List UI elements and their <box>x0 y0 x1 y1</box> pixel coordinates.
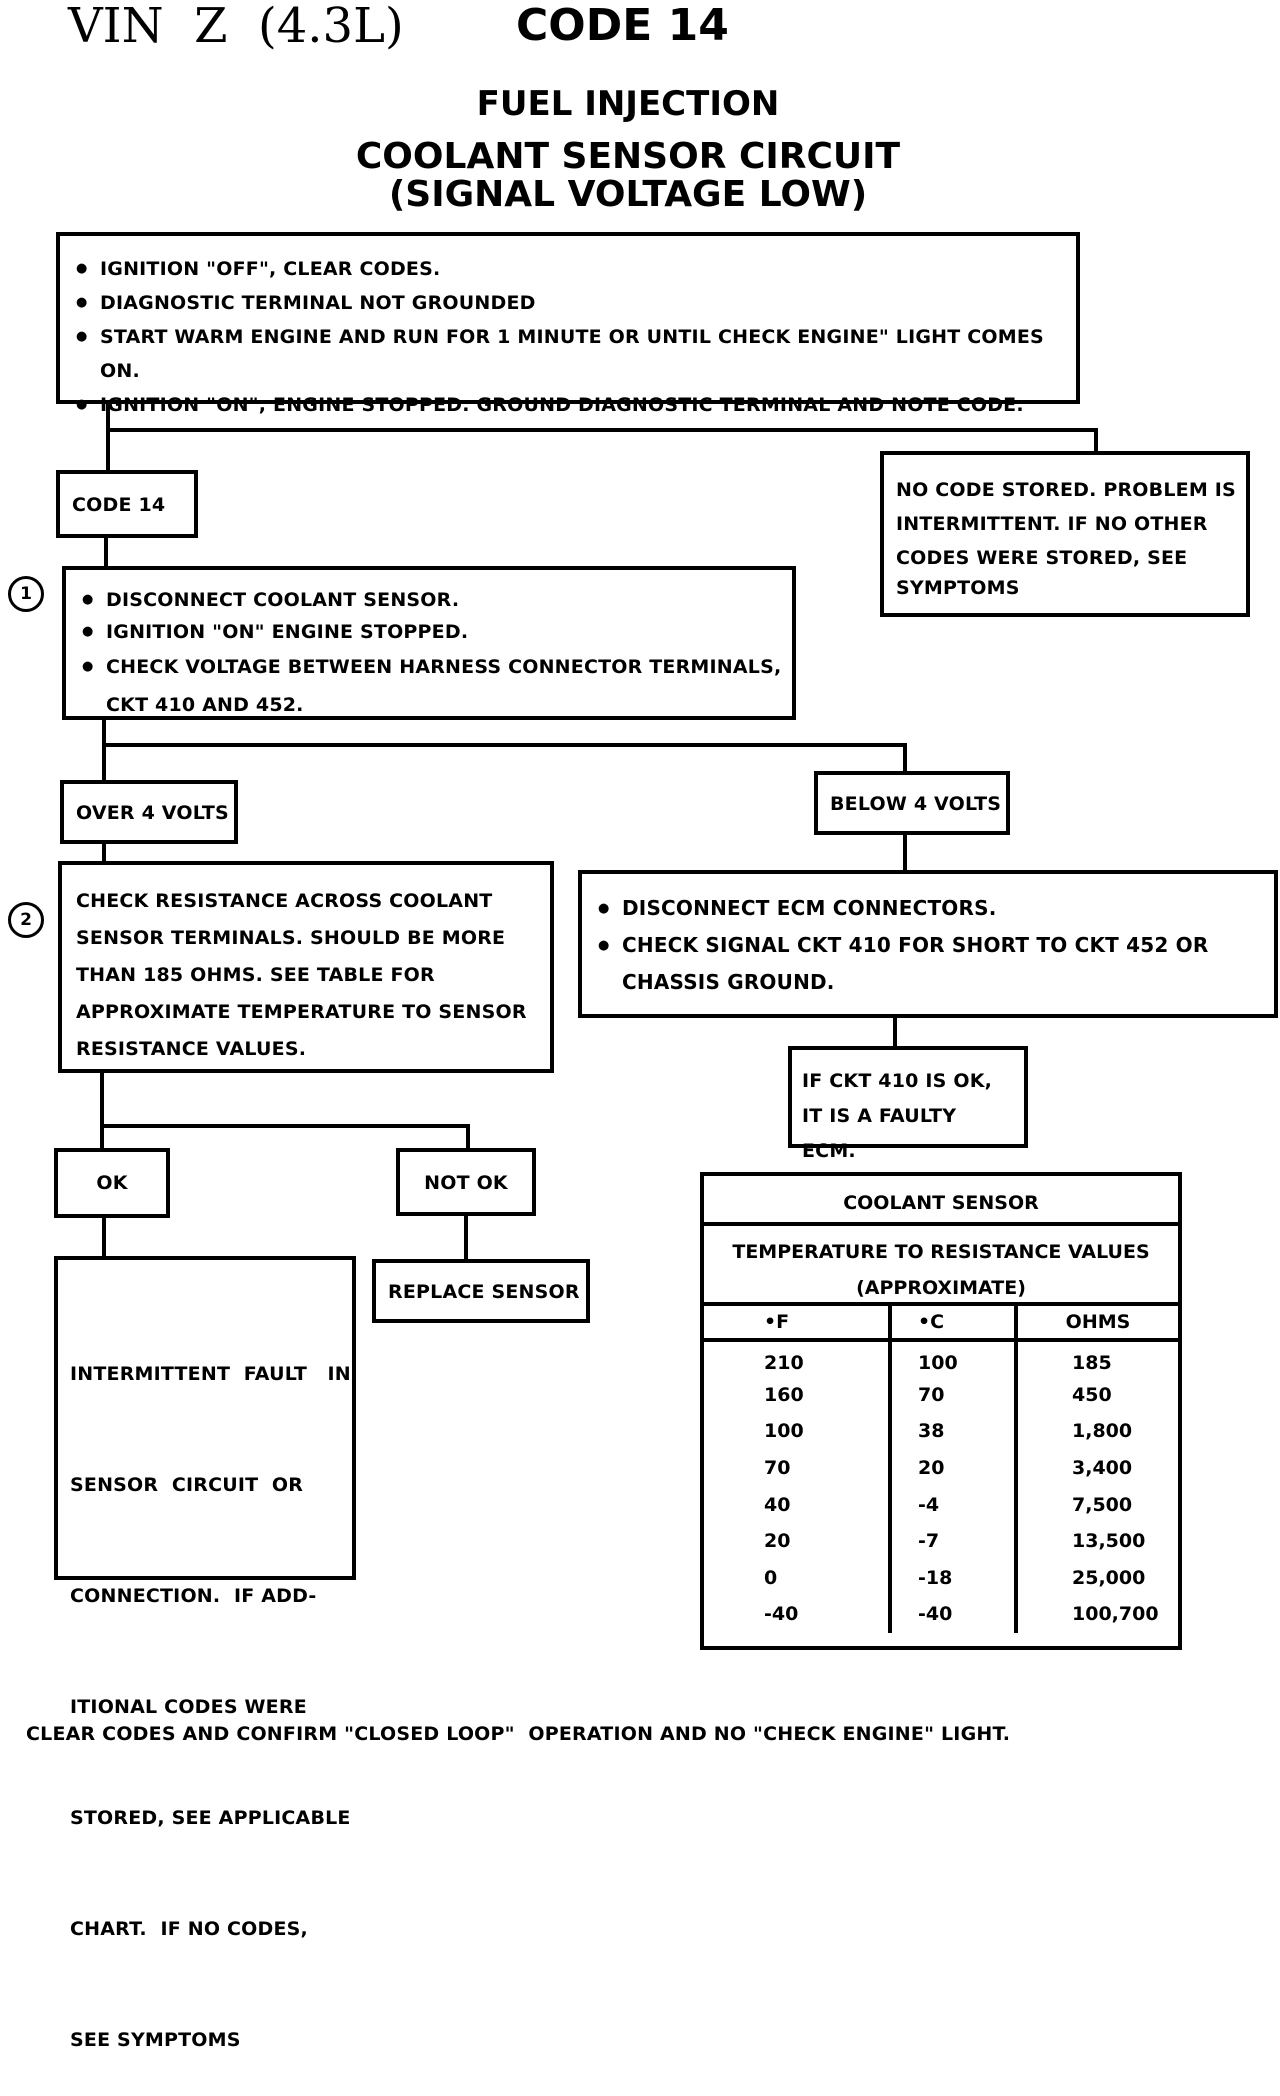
cell-celsius: 20 <box>890 1450 1016 1487</box>
cell-celsius: 100 <box>890 1340 1016 1377</box>
table-subtitle: TEMPERATURE TO RESISTANCE VALUES <box>732 1241 1150 1263</box>
faulty-ecm-line: IT IS A FAULTY ECM. <box>802 1105 957 1162</box>
table-row <box>704 1340 1178 1377</box>
step2-line: RESISTANCE VALUES. <box>76 1038 307 1060</box>
chart-title-line1: COOLANT SENSOR CIRCUIT <box>355 136 901 177</box>
below-4-volts-label: BELOW 4 VOLTS <box>830 793 1002 815</box>
code-title: CODE 14 <box>516 0 729 51</box>
step2-box <box>58 861 554 1073</box>
resistance-table <box>704 1306 1178 1633</box>
cell-celsius: -40 <box>890 1596 1016 1633</box>
cell-ohms: 1,800 <box>1072 1420 1133 1443</box>
column-header-celsius: •C <box>890 1306 1016 1340</box>
intermittent-line: SEE SYMPTOMS <box>70 2029 241 2051</box>
over-4-volts-label: OVER 4 VOLTS <box>76 802 229 824</box>
not-ok-label: NOT OK <box>424 1172 508 1194</box>
table-row <box>704 1596 1178 1633</box>
initial-step-item: ● DIAGNOSTIC TERMINAL NOT GROUNDED <box>70 286 1066 320</box>
cell-celsius: -4 <box>890 1486 1016 1523</box>
intermittent-line: CONNECTION. IF ADD- <box>70 1585 317 1607</box>
step2-line: CHECK RESISTANCE ACROSS COOLANT <box>76 890 493 912</box>
table-row <box>704 1377 1178 1414</box>
step1-item: ● DISCONNECT COOLANT SENSOR. <box>76 584 782 616</box>
step-2-marker: 2 <box>8 902 44 938</box>
cell-fahrenheit: 70 <box>704 1450 890 1487</box>
table-subtitle-approx: (APPROXIMATE) <box>856 1277 1026 1299</box>
cell-fahrenheit: 40 <box>704 1486 890 1523</box>
no-code-line: NO CODE STORED. PROBLEM IS <box>896 479 1236 501</box>
table-row <box>704 1486 1178 1523</box>
fuel-injection-subtitle: FUEL INJECTION <box>476 84 780 124</box>
intermittent-line: STORED, SEE APPLICABLE <box>70 1807 351 1829</box>
cell-fahrenheit: 100 <box>704 1413 890 1450</box>
faulty-ecm-box <box>788 1046 1028 1162</box>
initial-step-item: ● START WARM ENGINE AND RUN FOR 1 MINUTE OR UNTIL CHECK ENGINE" LIGHT COMES ON. <box>70 320 1066 388</box>
initial-steps-box <box>56 232 1080 416</box>
cell-ohms: 3,400 <box>1072 1457 1133 1480</box>
ok-label: OK <box>96 1172 128 1194</box>
table-row <box>704 1560 1178 1597</box>
step1-item: ● CHECK VOLTAGE BETWEEN HARNESS CONNECTOR TERMINALS, CKT 410 AND 452. <box>76 648 782 724</box>
step1-item: ● IGNITION "ON" ENGINE STOPPED. <box>76 616 782 648</box>
no-code-line: CODES WERE STORED, SEE <box>896 547 1188 569</box>
below-4-volts-box <box>814 771 1010 835</box>
intermittent-line: CHART. IF NO CODES, <box>70 1918 308 1940</box>
no-code-line: SYMPTOMS <box>896 577 1020 599</box>
cell-ohms: 185 <box>1072 1351 1112 1374</box>
intermittent-line: INTERMITTENT FAULT IN <box>70 1363 351 1385</box>
no-code-stored-box <box>880 451 1250 617</box>
cell-ohms: 25,000 <box>1072 1566 1146 1589</box>
cell-fahrenheit: 0 <box>704 1560 890 1597</box>
code14-label: CODE 14 <box>72 494 166 516</box>
step1-box <box>62 566 796 720</box>
cell-ohms: 13,500 <box>1072 1530 1146 1553</box>
table-row <box>704 1413 1178 1450</box>
initial-step-item: ● IGNITION "ON", ENGINE STOPPED. GROUND DIAGNOSTIC TERMINAL AND NOTE CODE. <box>70 388 1066 422</box>
cell-celsius: -7 <box>890 1523 1016 1560</box>
over-4-volts-box <box>60 780 238 844</box>
replace-sensor-label: REPLACE SENSOR <box>388 1281 580 1303</box>
coolant-sensor-table <box>700 1172 1182 1650</box>
step2-line: SENSOR TERMINALS. SHOULD BE MORE <box>76 927 506 949</box>
cell-fahrenheit: 20 <box>704 1523 890 1560</box>
intermittent-line: ITIONAL CODES WERE <box>70 1696 307 1718</box>
column-header-fahrenheit: •F <box>704 1306 890 1340</box>
table-row <box>704 1523 1178 1560</box>
step2-line: APPROXIMATE TEMPERATURE TO SENSOR <box>76 1001 527 1023</box>
step2-line: THAN 185 OHMS. SEE TABLE FOR <box>76 964 435 986</box>
faulty-ecm-line: IF CKT 410 IS OK, <box>802 1070 993 1092</box>
cell-fahrenheit: 210 <box>704 1340 890 1377</box>
ok-box <box>54 1148 170 1218</box>
step-1-marker: 1 <box>8 576 44 612</box>
vin-label: VIN Z (4.3L) <box>68 0 404 54</box>
ecm-check-item: ● DISCONNECT ECM CONNECTORS. <box>592 890 1264 927</box>
cell-celsius: 70 <box>890 1377 1016 1414</box>
not-ok-box <box>396 1148 536 1216</box>
table-row <box>704 1450 1178 1487</box>
cell-fahrenheit: -40 <box>704 1596 890 1633</box>
ecm-check-box <box>578 870 1278 1018</box>
cell-ohms: 100,700 <box>1072 1603 1159 1626</box>
replace-sensor-box <box>372 1259 590 1323</box>
cell-ohms: 450 <box>1072 1383 1112 1406</box>
chart-title-line2: (SIGNAL VOLTAGE LOW) <box>388 174 868 215</box>
footer-instruction: CLEAR CODES AND CONFIRM "CLOSED LOOP" OPERATION AND NO "CHECK ENGINE" LIGHT. <box>26 1723 1011 1745</box>
intermittent-fault-box <box>54 1256 356 2051</box>
initial-step-item: ● IGNITION "OFF", CLEAR CODES. <box>70 252 1066 286</box>
cell-celsius: 38 <box>890 1413 1016 1450</box>
no-code-line: INTERMITTENT. IF NO OTHER <box>896 513 1208 535</box>
ecm-check-item: ● CHECK SIGNAL CKT 410 FOR SHORT TO CKT 452 OR CHASSIS GROUND. <box>592 927 1264 1001</box>
cell-celsius: -18 <box>890 1560 1016 1597</box>
code14-box <box>56 470 198 538</box>
table-title: COOLANT SENSOR <box>704 1176 1178 1226</box>
column-header-ohms: OHMS <box>1065 1311 1131 1333</box>
intermittent-line: SENSOR CIRCUIT OR <box>70 1474 304 1496</box>
cell-ohms: 7,500 <box>1072 1493 1133 1516</box>
cell-fahrenheit: 160 <box>704 1377 890 1414</box>
